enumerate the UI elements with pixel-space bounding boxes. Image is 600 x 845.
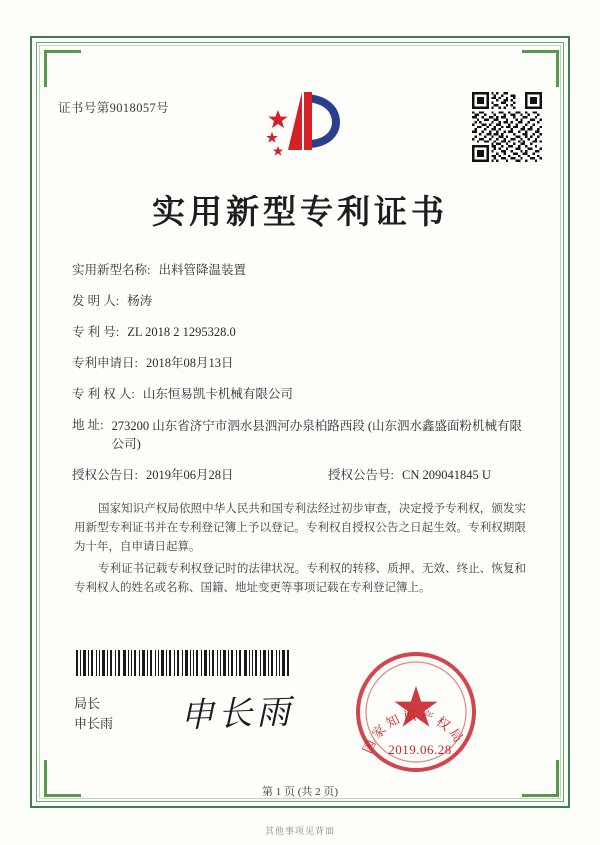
- certificate-number: 证书号第9018057号: [58, 101, 170, 115]
- director-name: 申长雨: [74, 716, 114, 731]
- field-label: 授权公告号:: [328, 468, 394, 482]
- field-value: 山东恒易凯卡机械有限公司: [142, 387, 293, 401]
- handwritten-signature: 申长雨: [179, 694, 295, 735]
- field-label: 专利申请日:: [72, 356, 138, 370]
- field-value: 2018年08月13日: [145, 356, 234, 370]
- field-row-application-date: [72, 355, 532, 372]
- field-label: 地 址:: [72, 418, 104, 432]
- field-label: 专 利 号:: [72, 325, 120, 339]
- field-list: [72, 262, 532, 498]
- field-row-inventor: [72, 293, 532, 310]
- field-row-name: [72, 262, 532, 279]
- field-row-patentee: [72, 386, 532, 403]
- field-label: 专 利 权 人:: [72, 387, 135, 401]
- corner-ornament-top-left: [44, 50, 81, 87]
- field-label: 发 明 人:: [72, 294, 120, 308]
- page-number: 第 1 页 (共 2 页): [261, 786, 339, 798]
- legal-paragraph-1: 国家知识产权局依照中华人民共和国专利法经过初步审查，决定授予专利权，颁发实用新型专利证书并在专利登记簿上予以登记。专利权自授权公告之日起生效。专利权期限为十年，自申请日起算。: [74, 503, 526, 553]
- qr-code-icon: [472, 92, 542, 162]
- field-label: 实用新型名称:: [72, 263, 151, 277]
- field-row-patent-no: [72, 324, 532, 341]
- page-title: 实用新型专利证书: [152, 195, 448, 231]
- signature-label: [74, 694, 113, 734]
- field-value: 出料管降温装置: [158, 263, 246, 277]
- field-value: ZL 2018 2 1295328.0: [127, 325, 236, 339]
- footer-note: 其他事项见背面: [264, 826, 335, 836]
- field-value: 273200 山东省济宁市泗水县泗河办泉柏路西段 (山东泗水鑫盛面粉机械有限公司): [111, 419, 523, 451]
- field-row-address: [72, 417, 532, 453]
- field-row-grant: [72, 467, 532, 484]
- seal-date: 2019.06.28: [388, 742, 452, 757]
- svg-text:国家知识产权局: 国家知识产权局: [359, 707, 468, 756]
- grant-date-group: [72, 467, 328, 484]
- field-value: 杨涛: [127, 294, 153, 308]
- grant-number-group: [328, 467, 532, 484]
- legal-paragraph-2: 专利证书记载专利权登记时的法律状况。专利权的转移、质押、无效、终止、恢复和专利权人的姓名或名称、国籍、地址变更等事项记载在专利登记簿上。: [74, 563, 526, 594]
- field-value: 2019年06月28日: [145, 468, 234, 482]
- director-title: 局长: [74, 696, 101, 711]
- corner-ornament-top-right: [522, 50, 559, 87]
- barcode-icon: [74, 650, 292, 676]
- cnipa-logo-icon: [252, 88, 348, 166]
- field-label: 授权公告日:: [72, 468, 138, 482]
- field-value: CN 209041845 U: [401, 468, 491, 482]
- grant-row-split: [72, 467, 532, 484]
